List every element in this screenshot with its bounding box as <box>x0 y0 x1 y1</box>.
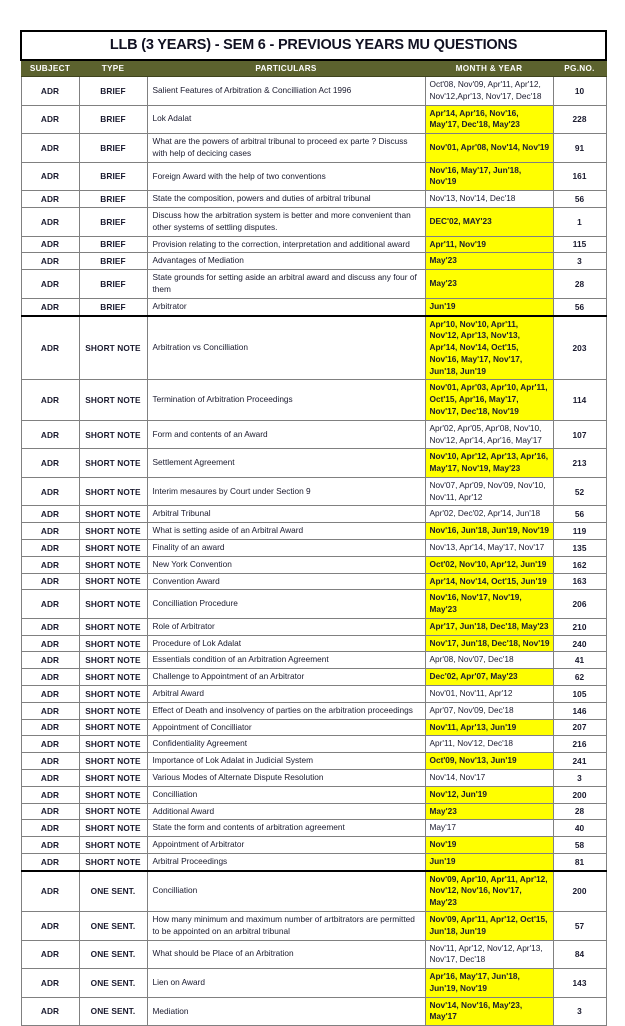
cell-month-year: Nov'07, Apr'09, Nov'09, Nov'10, Nov'11, Apr'12 <box>425 477 553 506</box>
cell-particulars: Procedure of Lok Adalat <box>147 635 425 652</box>
cell-type: SHORT NOTE <box>79 477 147 506</box>
cell-subject: ADR <box>21 753 79 770</box>
cell-pg-no: 207 <box>553 719 606 736</box>
cell-month-year: Nov'17, Jun'18, Dec'18, Nov'19 <box>425 635 553 652</box>
cell-pg-no: 3 <box>553 253 606 270</box>
cell-particulars: Importance of Lok Adalat in Judicial System <box>147 753 425 770</box>
cell-pg-no: 81 <box>553 853 606 870</box>
cell-month-year: Apr'11, Nov'19 <box>425 236 553 253</box>
cell-type: BRIEF <box>79 208 147 237</box>
cell-type: SHORT NOTE <box>79 652 147 669</box>
table-row <box>21 208 606 237</box>
table-row <box>21 911 606 940</box>
cell-particulars: Lok Adalat <box>147 105 425 134</box>
cell-pg-no: 162 <box>553 556 606 573</box>
table-row <box>21 556 606 573</box>
table-row <box>21 316 606 380</box>
cell-subject: ADR <box>21 618 79 635</box>
cell-pg-no: 41 <box>553 652 606 669</box>
table-row <box>21 871 606 912</box>
cell-pg-no: 228 <box>553 105 606 134</box>
cell-subject: ADR <box>21 686 79 703</box>
table-row <box>21 590 606 619</box>
cell-type: SHORT NOTE <box>79 753 147 770</box>
cell-pg-no: 1 <box>553 208 606 237</box>
cell-pg-no: 203 <box>553 316 606 380</box>
table-row <box>21 853 606 870</box>
cell-pg-no: 84 <box>553 940 606 969</box>
cell-pg-no: 115 <box>553 236 606 253</box>
table-row <box>21 573 606 590</box>
cell-subject: ADR <box>21 506 79 523</box>
cell-month-year: Apr'10, Nov'10, Apr'11, Nov'12, Apr'13, Nov'13, Apr'14, Nov'14, Oct'15, Nov'16, May'17, Nov'17, Jun'18, Jun'19 <box>425 316 553 380</box>
cell-pg-no: 216 <box>553 736 606 753</box>
cell-pg-no: 10 <box>553 77 606 106</box>
cell-month-year: Nov'16, Jun'18, Jun'19, Nov'19 <box>425 523 553 540</box>
table-title-row <box>21 31 606 60</box>
table-row <box>21 769 606 786</box>
cell-particulars: State the composition, powers and duties of arbitral tribunal <box>147 191 425 208</box>
cell-month-year: May'17 <box>425 820 553 837</box>
cell-month-year: Apr'02, Apr'05, Apr'08, Nov'10, Nov'12, Apr'14, Apr'16, May'17 <box>425 420 553 449</box>
cell-pg-no: 3 <box>553 997 606 1026</box>
cell-particulars: Appointment of Concilliator <box>147 719 425 736</box>
cell-month-year: Nov'09, Apr'11, Apr'12, Oct'15, Jun'18, Jun'19 <box>425 911 553 940</box>
cell-subject: ADR <box>21 736 79 753</box>
cell-particulars: Concilliation <box>147 786 425 803</box>
cell-particulars: Confidentiality Agreement <box>147 736 425 753</box>
cell-month-year: Dec'02, Apr'07, May'23 <box>425 669 553 686</box>
table-row <box>21 449 606 478</box>
cell-type: SHORT NOTE <box>79 590 147 619</box>
cell-month-year: Oct'08, Nov'09, Apr'11, Apr'12, Nov'12,Apr'13, Nov'17, Dec'18 <box>425 77 553 106</box>
cell-type: SHORT NOTE <box>79 736 147 753</box>
cell-type: SHORT NOTE <box>79 316 147 380</box>
cell-subject: ADR <box>21 635 79 652</box>
table-row <box>21 77 606 106</box>
cell-month-year: Apr'08, Nov'07, Dec'18 <box>425 652 553 669</box>
cell-subject: ADR <box>21 105 79 134</box>
table-header-row <box>21 60 606 77</box>
table-row <box>21 736 606 753</box>
table-body <box>21 31 606 1026</box>
cell-type: BRIEF <box>79 298 147 315</box>
table-row <box>21 635 606 652</box>
cell-pg-no: 210 <box>553 618 606 635</box>
cell-pg-no: 56 <box>553 298 606 315</box>
cell-pg-no: 91 <box>553 134 606 163</box>
cell-type: ONE SENT. <box>79 911 147 940</box>
cell-particulars: Arbitration vs Concilliation <box>147 316 425 380</box>
cell-particulars: Various Modes of Alternate Dispute Resolution <box>147 769 425 786</box>
table-row <box>21 837 606 854</box>
table-row <box>21 669 606 686</box>
cell-pg-no: 57 <box>553 911 606 940</box>
cell-type: SHORT NOTE <box>79 618 147 635</box>
cell-pg-no: 119 <box>553 523 606 540</box>
column-header-type: TYPE <box>79 60 147 77</box>
table-row <box>21 134 606 163</box>
cell-particulars: Termination of Arbitration Proceedings <box>147 380 425 420</box>
cell-particulars: Concilliation <box>147 871 425 912</box>
table-row <box>21 969 606 998</box>
cell-pg-no: 52 <box>553 477 606 506</box>
cell-type: ONE SENT. <box>79 940 147 969</box>
table-row <box>21 753 606 770</box>
cell-pg-no: 146 <box>553 702 606 719</box>
table-row <box>21 162 606 191</box>
cell-month-year: Nov'10, Apr'12, Apr'13, Apr'16, May'17, Nov'19, May'23 <box>425 449 553 478</box>
cell-type: SHORT NOTE <box>79 719 147 736</box>
cell-type: SHORT NOTE <box>79 506 147 523</box>
cell-month-year: Apr'16, May'17, Jun'18, Jun'19, Nov'19 <box>425 969 553 998</box>
cell-type: SHORT NOTE <box>79 449 147 478</box>
table-row <box>21 191 606 208</box>
cell-type: ONE SENT. <box>79 969 147 998</box>
cell-month-year: Jun'19 <box>425 853 553 870</box>
cell-particulars: New York Convention <box>147 556 425 573</box>
cell-type: SHORT NOTE <box>79 635 147 652</box>
table-row <box>21 940 606 969</box>
cell-particulars: Arbitral Award <box>147 686 425 703</box>
table-row <box>21 820 606 837</box>
cell-month-year: Nov'16, Nov'17, Nov'19, May'23 <box>425 590 553 619</box>
cell-subject: ADR <box>21 236 79 253</box>
cell-particulars: State the form and contents of arbitration agreement <box>147 820 425 837</box>
table-row <box>21 618 606 635</box>
cell-particulars: Challenge to Appointment of an Arbitrator <box>147 669 425 686</box>
cell-pg-no: 58 <box>553 837 606 854</box>
cell-type: SHORT NOTE <box>79 540 147 557</box>
cell-subject: ADR <box>21 911 79 940</box>
cell-pg-no: 40 <box>553 820 606 837</box>
cell-pg-no: 200 <box>553 786 606 803</box>
cell-pg-no: 56 <box>553 506 606 523</box>
cell-subject: ADR <box>21 523 79 540</box>
cell-subject: ADR <box>21 540 79 557</box>
cell-pg-no: 240 <box>553 635 606 652</box>
cell-type: SHORT NOTE <box>79 853 147 870</box>
cell-month-year: May'23 <box>425 803 553 820</box>
table-row <box>21 652 606 669</box>
cell-pg-no: 28 <box>553 270 606 299</box>
questions-table <box>20 30 607 1026</box>
cell-pg-no: 161 <box>553 162 606 191</box>
cell-type: BRIEF <box>79 134 147 163</box>
cell-particulars: How many minimum and maximum number of artbitrators are permitted to be appointed on an arbitral tribunal <box>147 911 425 940</box>
cell-subject: ADR <box>21 477 79 506</box>
cell-subject: ADR <box>21 769 79 786</box>
cell-type: SHORT NOTE <box>79 702 147 719</box>
cell-type: BRIEF <box>79 236 147 253</box>
cell-type: SHORT NOTE <box>79 786 147 803</box>
cell-subject: ADR <box>21 820 79 837</box>
cell-type: SHORT NOTE <box>79 420 147 449</box>
cell-month-year: Apr'14, Apr'16, Nov'16, May'17, Dec'18, May'23 <box>425 105 553 134</box>
cell-type: SHORT NOTE <box>79 380 147 420</box>
table-row <box>21 477 606 506</box>
cell-subject: ADR <box>21 719 79 736</box>
cell-particulars: Arbitrator <box>147 298 425 315</box>
cell-particulars: Discuss how the arbitration system is better and more convenient than other systems of settling disputes. <box>147 208 425 237</box>
cell-month-year: Nov'12, Jun'19 <box>425 786 553 803</box>
cell-particulars: What are the powers of arbitral tribunal to proceed ex parte ? Discuss with help of decicing cases <box>147 134 425 163</box>
cell-particulars: Mediation <box>147 997 425 1026</box>
cell-month-year: Apr'07, Nov'09, Dec'18 <box>425 702 553 719</box>
cell-subject: ADR <box>21 208 79 237</box>
cell-particulars: Additional Award <box>147 803 425 820</box>
table-row <box>21 380 606 420</box>
cell-month-year: Apr'11, Nov'12, Dec'18 <box>425 736 553 753</box>
cell-particulars: Salient Features of Arbitration & Concilliation Act 1996 <box>147 77 425 106</box>
cell-particulars: Advantages of Mediation <box>147 253 425 270</box>
cell-subject: ADR <box>21 837 79 854</box>
cell-subject: ADR <box>21 191 79 208</box>
cell-month-year: Apr'02, Dec'02, Apr'14, Jun'18 <box>425 506 553 523</box>
cell-subject: ADR <box>21 669 79 686</box>
table-row <box>21 236 606 253</box>
cell-pg-no: 135 <box>553 540 606 557</box>
table-row <box>21 786 606 803</box>
table-row <box>21 686 606 703</box>
cell-type: BRIEF <box>79 105 147 134</box>
cell-subject: ADR <box>21 316 79 380</box>
cell-month-year: Nov'11, Apr'13, Jun'19 <box>425 719 553 736</box>
cell-subject: ADR <box>21 590 79 619</box>
table-row <box>21 270 606 299</box>
cell-subject: ADR <box>21 134 79 163</box>
table-row <box>21 253 606 270</box>
cell-pg-no: 213 <box>553 449 606 478</box>
cell-subject: ADR <box>21 253 79 270</box>
cell-particulars: Finality of an award <box>147 540 425 557</box>
cell-pg-no: 28 <box>553 803 606 820</box>
cell-subject: ADR <box>21 380 79 420</box>
table-row <box>21 523 606 540</box>
cell-subject: ADR <box>21 871 79 912</box>
cell-month-year: Nov'19 <box>425 837 553 854</box>
cell-type: SHORT NOTE <box>79 669 147 686</box>
cell-particulars: Lien on Award <box>147 969 425 998</box>
cell-subject: ADR <box>21 786 79 803</box>
cell-pg-no: 114 <box>553 380 606 420</box>
cell-month-year: Nov'11, Apr'12, Nov'12, Apr'13, Nov'17, Dec'18 <box>425 940 553 969</box>
cell-subject: ADR <box>21 556 79 573</box>
cell-particulars: What is setting aside of an Arbitral Award <box>147 523 425 540</box>
cell-month-year: Nov'14, Nov'16, May'23, May'17 <box>425 997 553 1026</box>
cell-type: BRIEF <box>79 191 147 208</box>
cell-subject: ADR <box>21 573 79 590</box>
cell-pg-no: 163 <box>553 573 606 590</box>
table-row <box>21 506 606 523</box>
cell-subject: ADR <box>21 420 79 449</box>
cell-particulars: Essentials condition of an Arbitration Agreement <box>147 652 425 669</box>
cell-month-year: Jun'19 <box>425 298 553 315</box>
cell-pg-no: 200 <box>553 871 606 912</box>
cell-type: SHORT NOTE <box>79 523 147 540</box>
cell-subject: ADR <box>21 969 79 998</box>
cell-month-year: Oct'09, Nov'13, Jun'19 <box>425 753 553 770</box>
cell-pg-no: 143 <box>553 969 606 998</box>
cell-subject: ADR <box>21 77 79 106</box>
column-header-subject: SUBJECT <box>21 60 79 77</box>
cell-month-year: May'23 <box>425 270 553 299</box>
cell-subject: ADR <box>21 803 79 820</box>
column-header-particulars: PARTICULARS <box>147 60 425 77</box>
table-row <box>21 719 606 736</box>
cell-type: SHORT NOTE <box>79 803 147 820</box>
cell-particulars: Foreign Award with the help of two conventions <box>147 162 425 191</box>
cell-particulars: Concilliation Procedure <box>147 590 425 619</box>
table-row <box>21 997 606 1026</box>
cell-particulars: Convention Award <box>147 573 425 590</box>
cell-month-year: Nov'01, Nov'11, Apr'12 <box>425 686 553 703</box>
cell-month-year: Oct'02, Nov'10, Apr'12, Jun'19 <box>425 556 553 573</box>
cell-subject: ADR <box>21 270 79 299</box>
cell-month-year: Apr'17, Jun'18, Dec'18, May'23 <box>425 618 553 635</box>
cell-month-year: Nov'01, Apr'08, Nov'14, Nov'19 <box>425 134 553 163</box>
cell-type: SHORT NOTE <box>79 686 147 703</box>
column-header-month-year: MONTH & YEAR <box>425 60 553 77</box>
cell-month-year: Nov'01, Apr'03, Apr'10, Apr'11, Oct'15, Apr'16, May'17, Nov'17, Dec'18, Nov'19 <box>425 380 553 420</box>
table-row <box>21 420 606 449</box>
cell-type: BRIEF <box>79 253 147 270</box>
cell-pg-no: 206 <box>553 590 606 619</box>
table-row <box>21 702 606 719</box>
cell-type: BRIEF <box>79 77 147 106</box>
table-row <box>21 298 606 315</box>
cell-particulars: Settlement Agreement <box>147 449 425 478</box>
cell-type: ONE SENT. <box>79 997 147 1026</box>
cell-pg-no: 241 <box>553 753 606 770</box>
cell-particulars: Appointment of Arbitrator <box>147 837 425 854</box>
cell-particulars: State grounds for setting aside an arbitral award and discuss any four of them <box>147 270 425 299</box>
cell-subject: ADR <box>21 940 79 969</box>
cell-month-year: Nov'14, Nov'17 <box>425 769 553 786</box>
cell-particulars: Provision relating to the correction, interpretation and additional award <box>147 236 425 253</box>
cell-subject: ADR <box>21 449 79 478</box>
cell-type: SHORT NOTE <box>79 837 147 854</box>
cell-particulars: Arbitral Tribunal <box>147 506 425 523</box>
page-title: LLB (3 YEARS) - SEM 6 - PREVIOUS YEARS MU QUESTIONS <box>21 31 606 60</box>
cell-type: BRIEF <box>79 270 147 299</box>
cell-type: SHORT NOTE <box>79 820 147 837</box>
cell-type: ONE SENT. <box>79 871 147 912</box>
cell-month-year: DEC'02, MAY'23 <box>425 208 553 237</box>
cell-pg-no: 56 <box>553 191 606 208</box>
cell-particulars: Role of Arbitrator <box>147 618 425 635</box>
cell-particulars: Form and contents of an Award <box>147 420 425 449</box>
column-header-pg-no: PG.NO. <box>553 60 606 77</box>
cell-particulars: Interim mesaures by Court under Section 9 <box>147 477 425 506</box>
cell-particulars: Arbitral Proceedings <box>147 853 425 870</box>
cell-type: SHORT NOTE <box>79 556 147 573</box>
cell-subject: ADR <box>21 997 79 1026</box>
cell-subject: ADR <box>21 853 79 870</box>
cell-pg-no: 3 <box>553 769 606 786</box>
cell-type: BRIEF <box>79 162 147 191</box>
cell-month-year: Nov'13, Nov'14, Dec'18 <box>425 191 553 208</box>
cell-pg-no: 107 <box>553 420 606 449</box>
cell-month-year: Nov'09, Apr'10, Apr'11, Apr'12, Nov'12, Nov'16, Nov'17, May'23 <box>425 871 553 912</box>
cell-subject: ADR <box>21 298 79 315</box>
cell-particulars: Effect of Death and insolvency of parties on the arbitration proceedings <box>147 702 425 719</box>
cell-type: SHORT NOTE <box>79 769 147 786</box>
cell-subject: ADR <box>21 652 79 669</box>
cell-month-year: Nov'16, May'17, Jun'18, Nov'19 <box>425 162 553 191</box>
cell-pg-no: 62 <box>553 669 606 686</box>
cell-month-year: Apr'14, Nov'14, Oct'15, Jun'19 <box>425 573 553 590</box>
table-row <box>21 540 606 557</box>
cell-type: SHORT NOTE <box>79 573 147 590</box>
table-row <box>21 803 606 820</box>
cell-pg-no: 105 <box>553 686 606 703</box>
table-row <box>21 105 606 134</box>
cell-month-year: May'23 <box>425 253 553 270</box>
cell-particulars: What should be Place of an Arbitration <box>147 940 425 969</box>
cell-subject: ADR <box>21 702 79 719</box>
cell-month-year: Nov'13, Apr'14, May'17, Nov'17 <box>425 540 553 557</box>
cell-subject: ADR <box>21 162 79 191</box>
